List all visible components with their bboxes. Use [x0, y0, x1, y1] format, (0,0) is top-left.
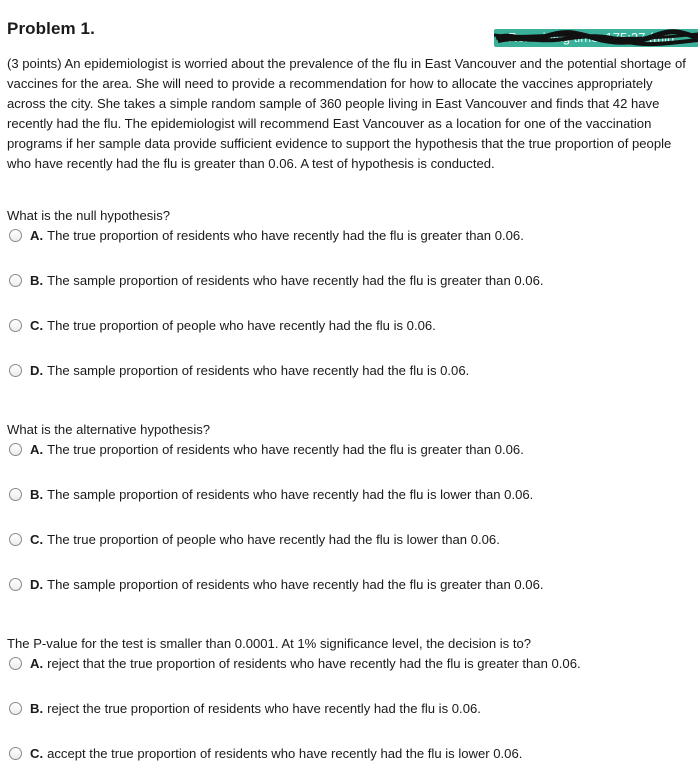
option-letter: A.: [30, 227, 44, 243]
option-text: accept the true proportion of residents who have recently had the flu is lower 0.06.: [47, 745, 523, 761]
q1-option-d[interactable]: [9, 361, 469, 379]
q2-option-d[interactable]: [9, 575, 544, 593]
q2-option-b-radio[interactable]: [9, 488, 22, 501]
option-letter: C.: [30, 745, 44, 761]
q2-option-b[interactable]: [9, 485, 533, 503]
option-text: The true proportion of residents who have recently had the flu is greater than 0.06.: [47, 227, 524, 243]
q2-option-a[interactable]: [9, 440, 524, 458]
option-letter: B.: [30, 700, 44, 716]
remaining-time-text: Remaining time: 175:27 (min:: [508, 30, 678, 45]
q3-option-b-radio[interactable]: [9, 702, 22, 715]
problem-title: Problem 1.: [7, 19, 95, 38]
option-text: The sample proportion of residents who have recently had the flu is greater than 0.06.: [47, 576, 544, 592]
option-letter: B.: [30, 486, 44, 502]
q3-option-c[interactable]: [9, 744, 522, 762]
question-alternative-hypothesis: What is the alternative hypothesis?: [7, 422, 211, 437]
option-text: The true proportion of people who have recently had the flu is 0.06.: [47, 317, 436, 333]
q1-option-b-radio[interactable]: [9, 274, 22, 287]
question-decision: The P-value for the test is smaller than 0.0001. At 1% significance level, the decision is to?: [7, 636, 532, 651]
option-letter: C.: [30, 317, 44, 333]
q2-option-a-radio[interactable]: [9, 443, 22, 456]
option-text: The sample proportion of residents who have recently had the flu is 0.06.: [47, 362, 470, 378]
q1-option-a-radio[interactable]: [9, 229, 22, 242]
option-text: The true proportion of people who have recently had the flu is lower than 0.06.: [47, 531, 500, 547]
option-letter: C.: [30, 531, 44, 547]
option-text: The sample proportion of residents who have recently had the flu is greater than 0.06.: [47, 272, 544, 288]
redaction-scribble: [494, 29, 698, 47]
option-letter: D.: [30, 576, 44, 592]
q3-option-a[interactable]: [9, 654, 581, 672]
option-text: reject that the true proportion of residents who have recently had the flu is greater than 0.06.: [47, 655, 581, 671]
q1-option-d-radio[interactable]: [9, 364, 22, 377]
question-null-hypothesis: What is the null hypothesis?: [7, 208, 171, 223]
q1-option-c[interactable]: [9, 316, 436, 334]
q3-option-a-radio[interactable]: [9, 657, 22, 670]
q2-option-c-radio[interactable]: [9, 533, 22, 546]
q2-option-c[interactable]: [9, 530, 500, 548]
option-letter: A.: [30, 655, 44, 671]
q1-option-c-radio[interactable]: [9, 319, 22, 332]
remaining-time-banner: [494, 29, 698, 47]
q3-option-b[interactable]: [9, 699, 481, 717]
option-letter: D.: [30, 362, 44, 378]
option-text: The sample proportion of residents who have recently had the flu is lower than 0.06.: [47, 486, 534, 502]
option-text: reject the true proportion of residents who have recently had the flu is 0.06.: [47, 700, 481, 716]
option-letter: A.: [30, 441, 44, 457]
option-letter: B.: [30, 272, 44, 288]
option-text: The true proportion of residents who have recently had the flu is greater than 0.06.: [47, 441, 524, 457]
q1-option-a[interactable]: [9, 226, 524, 244]
problem-intro: (3 points) An epidemiologist is worried about the prevalence of the flu in East Vancouver and the potential shortage of vaccines for the area. She will need to provide a recommendation for how to allocate the vaccines appropriately across the city. She takes a simple random sample of 360 people living in East Vancouver and finds that 42 have recently had the flu. The epidemiologist will recommend East Vancouver as a location for one of the vaccination programs if her sample data provide sufficient evidence to support the hypothesis that the true proportion of people who have recently had the flu is greater than 0.06. A test of hypothesis is conducted.: [7, 56, 686, 171]
q3-option-c-radio[interactable]: [9, 747, 22, 760]
q1-option-b[interactable]: [9, 271, 544, 289]
q2-option-d-radio[interactable]: [9, 578, 22, 591]
